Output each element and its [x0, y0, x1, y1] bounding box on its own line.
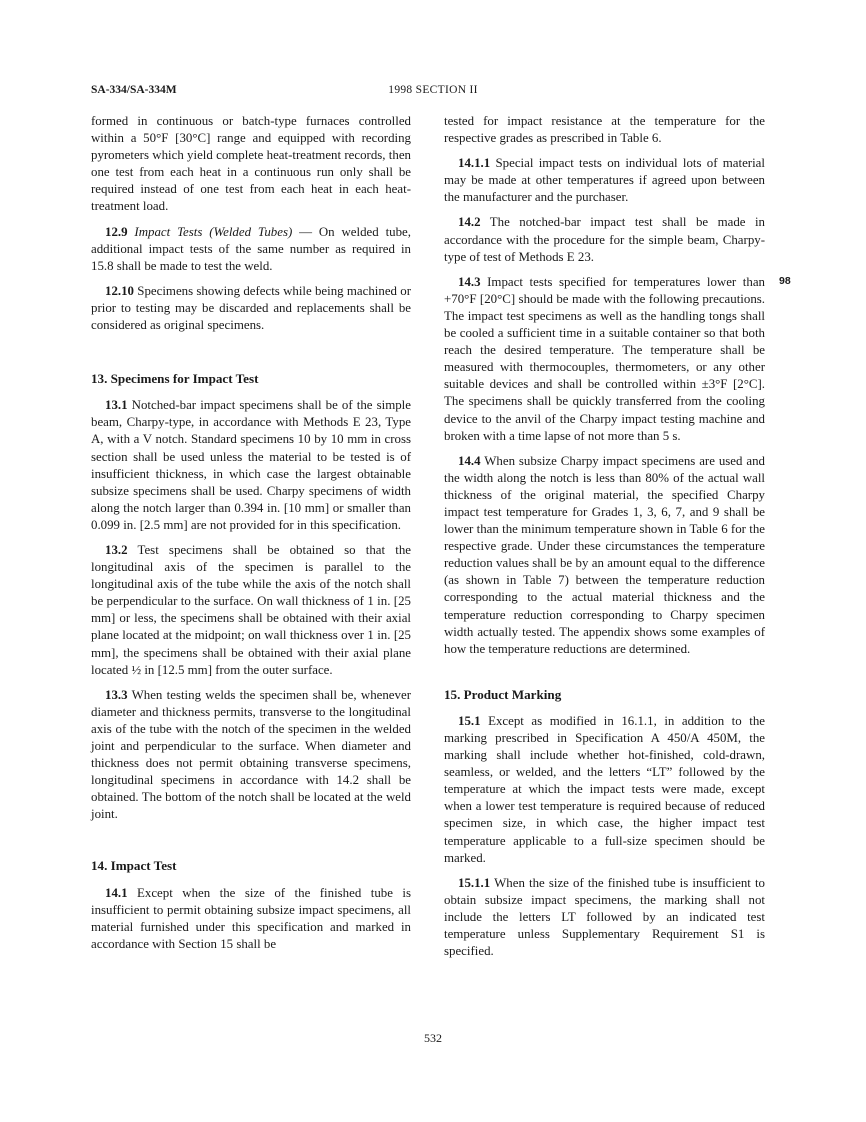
paragraph-15-1	[444, 713, 765, 867]
clause-number: 12.9	[105, 224, 128, 239]
paragraph-15-1-1	[444, 875, 765, 960]
paragraph-12-10	[91, 283, 411, 334]
clause-number: 14.1	[105, 885, 128, 900]
section-title: 1998 SECTION II	[388, 84, 478, 96]
paragraph-12-9	[91, 224, 411, 275]
paragraph-14-3	[444, 274, 765, 445]
clause-text: The notched-bar impact test shall be made in accordance with the procedure for the simple beam, Charpy-type of test of Methods E 23.	[444, 215, 765, 264]
paragraph-13-1	[91, 397, 411, 534]
clause-text: Notched-bar impact specimens shall be of the simple beam, Charpy-type, in accordance with Methods E 23, Type A, with a V notch. Standard specimens 10 by 10 mm in cross section shall be used unless the material to be tested is of insufficient thickness, in which case the largest obtainable subsize specimens shall be used. Charpy specimens of width along the notch larger than 0.394 in. [10 mm] or smaller than 0.099 in. [2.5 mm] are not provided for in this specification.	[91, 398, 411, 532]
clause-text: Test specimens shall be obtained so that the longitudinal axis of the specimen is parallel to the longitudinal axis of the tube while the axis of the notch shall be perpendicular to the surface. On wall thickness of 1 in. [25 mm] or less, the specimens shall be obtained with their axial plane located at the midpoint; on wall thickness over 1 in. [25 mm], the specimens shall be obtained with their axial plane located ½ in [12.5 mm] from the outer surface.	[91, 542, 411, 677]
clause-text: Specimens showing defects while being machined or prior to testing may be discarded and replacements shall be considered as original specimens.	[91, 283, 411, 333]
clause-number: 15.1	[458, 713, 481, 728]
clause-number: 13.1	[105, 398, 128, 413]
clause-number: 14.4	[458, 453, 481, 468]
paragraph-14-1-1	[444, 155, 765, 206]
clause-text: — On welded tube, additional impact tests of the same number as required in 15.8 shall be made to test the weld.	[91, 224, 411, 273]
clause-text: Special impact tests on individual lots of material may be made at other temperatures if agreed upon between the manufacturer and the purchaser.	[444, 156, 765, 205]
section-heading-13: 13. Specimens for Impact Test	[91, 371, 259, 387]
paragraph-14-1	[91, 885, 411, 953]
section-heading-15: 15. Product Marking	[444, 686, 562, 702]
clause-text: Impact tests specified for temperatures lower than +70°F [20°C] should be made with the following precautions. The impact test specimens as well as the handling tongs shall be cooled a sufficient time in a suitable container so that both reach the desired temperature. The temperature shall be measured with thermocouples, thermometers, or any other suitable devices and shall be controlled within ±3°F [2°C]. The specimens shall be quickly transferred from the cooling device to the anvil of the Charpy impact testing machine and broken with a time lapse of not more than 5 s.	[444, 274, 765, 443]
clause-number: 14.1.1	[458, 156, 491, 171]
section-heading-14: 14. Impact Test	[91, 858, 177, 874]
paragraph-14-2	[444, 214, 765, 265]
paragraph-13-2	[91, 542, 411, 679]
paragraph-13-3	[91, 687, 411, 824]
clause-number: 13.2	[105, 542, 128, 557]
clause-number: 13.3	[105, 687, 128, 702]
clause-text: When subsize Charpy impact specimens are used and the width along the notch is less than 80% of the actual wall thickness of the original material, the specified Charpy impact test temperature for Grades 1, 3, 6, 7, and 9 shall be lower than the minimum temperature shown in Table 6 for the respective grade. Under these circumstances the temperature reduction values shall be by an amount equal to the difference (as shown in Table 7) between the temperature reduction corresponding to the actual material thickness and the temperature reduction corresponding to Charpy specimen width actually tested. The appendix shows some examples of how the temperature reductions are determined.	[444, 453, 765, 656]
paragraph-continued: tested for impact resistance at the temperature for the respective grades as prescribed in Table 6.	[444, 114, 765, 146]
clause-number: 12.10	[105, 283, 135, 298]
right-column	[444, 113, 765, 960]
revision-margin-mark: 98	[779, 275, 791, 287]
clause-number: 14.3	[458, 274, 481, 289]
clause-title: Impact Tests (Welded Tubes)	[134, 224, 293, 239]
clause-number: 14.2	[458, 215, 481, 230]
paragraph-14-4	[444, 453, 765, 658]
paragraph-continued: formed in continuous or batch-type furnaces controlled within a 50°F [30°C] range and equipped with recording pyrometers which yield complete heat-treatment records, then one test from each heat in a continuous run only shall be required instead of one test from each heat in each heat-treatment load.	[91, 114, 411, 214]
clause-text: Except as modified in 16.1.1, in addition to the marking prescribed in Specification A 450/A 450M, the marking shall include whether hot-finished, cold-drawn, seamless, or welded, and the letters “LT” followed by the temperature at which the impact tests were made, except when a lower test temperature is required because of reduced specimen size, in which case, the higher impact test temperature applicable to a full-size specimen should be marked.	[444, 713, 765, 865]
left-column	[91, 113, 411, 953]
clause-number: 15.1.1	[458, 875, 491, 890]
page-number: 532	[424, 1031, 442, 1045]
clause-text: When testing welds the specimen shall be, whenever diameter and thickness permits, transverse to the longitudinal axis of the tube with the notch of the specimen in the welded joint and perpendicular to the surface. When diameter and thickness does not permit obtaining transverse specimens, longitudinal specimens in accordance with 14.2 shall be obtained. The bottom of the notch shall be located at the weld joint.	[91, 687, 411, 822]
clause-text: When the size of the finished tube is insufficient to obtain subsize impact specimens, the marking shall not include the letters LT followed by an indicated test temperature unless Supplementary Requirement S1 is specified.	[444, 875, 765, 959]
clause-text: Except when the size of the finished tube is insufficient to permit obtaining subsize impact specimens, all material furnished under this specification and marked in accordance with Section 15 shall be	[91, 885, 411, 951]
spec-designation: SA-334/SA-334M	[91, 84, 177, 96]
